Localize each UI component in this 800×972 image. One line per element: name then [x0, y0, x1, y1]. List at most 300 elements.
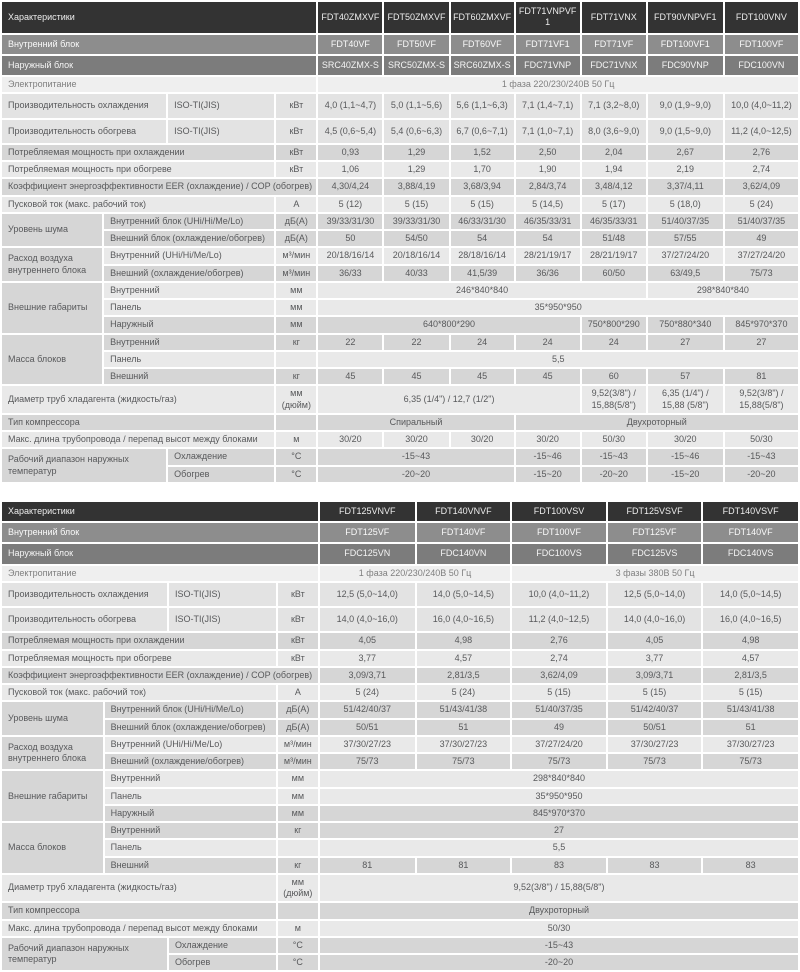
unit-celsius: °С	[276, 467, 316, 482]
row-power-input-heating	[2, 162, 798, 177]
row-dim-panel	[2, 789, 798, 804]
label-eer-cop: Коэффициент энергоэффективности EER (охлаждение) / COP (обогрев)	[2, 179, 316, 194]
label-mass-panel: Панель	[104, 352, 274, 367]
unit-mm-inch: мм (дюйм)	[278, 875, 318, 902]
row-mass-outdoor-value: 81	[320, 858, 415, 873]
row-dim-outdoor-value: 750*880*340	[648, 317, 723, 332]
row-dim-outdoor	[2, 806, 798, 821]
row-compressor-type	[2, 415, 798, 430]
row-airflow-outdoor-value: 60/50	[582, 266, 646, 281]
row-cooling-capacity-value: 12,5 (5,0~14,0)	[320, 583, 415, 606]
label-dim-outdoor: Наружный	[105, 806, 276, 821]
row-airflow-outdoor-value: 75/73	[703, 754, 798, 769]
row-heating-capacity-value: 8,0 (3,6~9,0)	[582, 120, 646, 143]
row-mass-outdoor-value: 81	[725, 369, 798, 384]
row-power-input-cooling-value: 4,05	[320, 633, 415, 648]
range-cooling-value: -15~43	[318, 449, 513, 464]
model-name: FDT140VNVF	[417, 502, 511, 521]
row-mass-indoor-value: 22	[318, 335, 382, 350]
range-cooling-value: -15~43	[320, 938, 798, 953]
row-mass-outdoor-value: 45	[384, 369, 448, 384]
unit-dba: дБ(А)	[278, 702, 318, 717]
label-operating-range: Рабочий диапазон наружных температур	[2, 938, 167, 971]
row-range-cooling-value: -15~46	[516, 449, 580, 464]
unit-m3min: м³/мин	[278, 737, 318, 752]
row-power-supply	[2, 566, 798, 581]
spec-table-2-container	[0, 500, 800, 972]
row-airflow-indoor	[2, 737, 798, 752]
row-eer-cop-value: 2,81/3,5	[703, 668, 798, 683]
mass-panel-value: 5,5	[318, 352, 798, 367]
label-airflow-outdoor: Внешний (охлаждение/обогрев)	[104, 266, 274, 281]
unit-dba: дБ(А)	[276, 214, 316, 229]
unit-kw: кВт	[278, 608, 318, 631]
indoor-unit-name: FDT100VF	[512, 523, 606, 542]
row-power-input-heating-value: 1,94	[582, 162, 646, 177]
row-range-cooling	[2, 938, 798, 953]
row-cooling-capacity	[2, 583, 798, 606]
row-noise-indoor-value: 46/35/33/31	[582, 214, 646, 229]
row-power-input-cooling-value: 2,67	[648, 145, 723, 160]
label-eer-cop: Коэффициент энергоэффективности EER (охлаждение) / COP (обогрев)	[2, 668, 318, 683]
row-noise-outdoor-value: 50/51	[608, 720, 702, 735]
label-dim-panel: Панель	[104, 300, 274, 315]
row-power-input-heating-value: 2,74	[725, 162, 798, 177]
row-max-pipe-length-value: 30/20	[384, 432, 448, 447]
unit-mm-inch: мм (дюйм)	[276, 386, 316, 413]
row-airflow-indoor-value: 37/30/27/23	[703, 737, 798, 752]
label-noise-outdoor: Внешний блок (охлаждение/обогрев)	[105, 720, 276, 735]
unit-ampere: А	[276, 197, 316, 212]
row-mass-outdoor-value: 60	[582, 369, 646, 384]
row-airflow-indoor-value: 37/27/24/20	[725, 248, 798, 263]
row-airflow-outdoor-value: 36/33	[318, 266, 382, 281]
label-mass-panel: Панель	[105, 840, 276, 855]
row-cooling-capacity-value: 4,0 (1,1~4,7)	[318, 94, 382, 117]
row-max-pipe-length-value: 30/20	[318, 432, 382, 447]
row-airflow-outdoor-value: 75/73	[725, 266, 798, 281]
row-noise-indoor-value: 51/42/40/37	[320, 702, 415, 717]
row-power-input-heating-value: 4,57	[703, 651, 798, 666]
model-name: FDT71VNPVF1	[516, 2, 580, 33]
row-mass-outdoor-value: 45	[318, 369, 382, 384]
unit-m3min: м³/мин	[276, 248, 316, 263]
row-power-input-heating-value: 1,06	[318, 162, 382, 177]
row-heating-capacity-value: 9,0 (1,5~9,0)	[648, 120, 723, 143]
unit-kw: кВт	[276, 94, 316, 117]
row-noise-indoor-value: 51/40/37/35	[648, 214, 723, 229]
row-range-heating-value: -20~20	[725, 467, 798, 482]
row-noise-indoor-value: 51/43/41/38	[417, 702, 511, 717]
label-mass-indoor: Внутренний	[105, 823, 276, 838]
unit-celsius: °С	[276, 449, 316, 464]
row-mass-outdoor-value: 83	[608, 858, 702, 873]
outdoor-unit-name: FDC140VN	[417, 544, 511, 563]
unit-kw: кВт	[278, 651, 318, 666]
dim-panel-value: 35*950*950	[320, 789, 798, 804]
row-starting-current-value: 5 (14,5)	[516, 197, 580, 212]
label-starting-current: Пусковой ток (макс. рабочий ток)	[2, 685, 276, 700]
outdoor-unit-name: FDC100VN	[725, 56, 798, 75]
row-airflow-outdoor	[2, 754, 798, 769]
row-range-cooling-value: -15~46	[648, 449, 723, 464]
row-noise-outdoor-value: 54	[516, 231, 580, 246]
header-outdoor	[2, 544, 798, 563]
row-noise-indoor-value: 46/33/31/30	[451, 214, 514, 229]
unit-mm: мм	[278, 771, 318, 786]
row-noise-outdoor-value: 50/51	[320, 720, 415, 735]
row-mass-indoor-value: 24	[516, 335, 580, 350]
row-noise-outdoor	[2, 231, 798, 246]
row-heating-capacity-value: 16,0 (4,0~16,5)	[703, 608, 798, 631]
row-heating-capacity-value: 11,2 (4,0~12,5)	[725, 120, 798, 143]
label-heating-capacity: Производительность обогрева	[2, 608, 167, 631]
row-eer-cop	[2, 668, 798, 683]
label-noise-indoor: Внутренний блок (UHi/Hi/Me/Lo)	[105, 702, 276, 717]
label-power-input-heating: Потребляемая мощность при обогреве	[2, 651, 276, 666]
label-dim-outdoor: Наружный	[104, 317, 274, 332]
row-power-input-heating-value: 3,77	[608, 651, 702, 666]
row-heating-capacity-value: 14,0 (4,0~16,0)	[608, 608, 702, 631]
row-cooling-capacity-value: 14,0 (5,0~14,5)	[703, 583, 798, 606]
outdoor-unit-name: SRC50ZMX-S	[384, 56, 448, 75]
label-noise-indoor: Внутренний блок (UHi/Hi/Me/Lo)	[104, 214, 274, 229]
row-eer-cop-value: 2,81/3,5	[417, 668, 511, 683]
header-characteristics: Характеристики	[2, 2, 316, 33]
row-cooling-capacity-value: 7,1 (1,4~7,1)	[516, 94, 580, 117]
row-mass-panel	[2, 840, 798, 855]
unit-kw: кВт	[278, 633, 318, 648]
unit-ampere: А	[278, 685, 318, 700]
row-starting-current-value: 5 (12)	[318, 197, 382, 212]
row-heating-capacity-value: 16,0 (4,0~16,5)	[417, 608, 511, 631]
label-airflow-outdoor: Внешний (охлаждение/обогрев)	[105, 754, 276, 769]
row-noise-outdoor-value: 54/50	[384, 231, 448, 246]
row-noise-outdoor-value: 49	[725, 231, 798, 246]
outdoor-unit-name: FDC90VNP	[648, 56, 723, 75]
label-pipe-diameter: Диаметр труб хладагента (жидкость/газ)	[2, 875, 276, 902]
row-max-pipe-length-value: 30/20	[451, 432, 514, 447]
label-heating-capacity: Производительность обогрева	[2, 120, 166, 143]
model-name: FDT60ZMXVF	[451, 2, 514, 33]
unit-mm: мм	[276, 283, 316, 298]
indoor-unit-name: FDT140VF	[417, 523, 511, 542]
model-name: FDT40ZMXVF	[318, 2, 382, 33]
label-compressor-type: Тип компрессора	[2, 415, 274, 430]
label-power-supply: Электропитание	[2, 566, 318, 581]
row-eer-cop-value: 3,68/3,94	[451, 179, 514, 194]
row-mass-panel	[2, 352, 798, 367]
row-pipe-diameter-value: 9,52(3/8") / 15,88(5/8")	[582, 386, 646, 413]
spec-table-1-container	[0, 0, 800, 484]
row-eer-cop-value: 3,88/4,19	[384, 179, 448, 194]
label-dimensions: Внешние габариты	[2, 283, 102, 333]
dim-indoor-value: 298*840*840	[320, 771, 798, 786]
header-indoor-unit: Внутренний блок	[2, 35, 316, 54]
label-max-pipe-length: Макс. длина трубопровода / перепад высот между блоками	[2, 921, 276, 936]
row-dim-outdoor-value: 750*800*290	[582, 317, 646, 332]
dim-panel-value: 35*950*950	[318, 300, 798, 315]
row-starting-current-value: 5 (24)	[725, 197, 798, 212]
row-power-input-heating-value: 4,57	[417, 651, 511, 666]
label-starting-current: Пусковой ток (макс. рабочий ток)	[2, 197, 274, 212]
row-noise-indoor-value: 51/40/37/35	[512, 702, 606, 717]
label-noise-level: Уровень шума	[2, 214, 102, 247]
row-starting-current-value: 5 (24)	[417, 685, 511, 700]
row-noise-indoor-value: 51/42/40/37	[608, 702, 702, 717]
unit-empty	[276, 415, 316, 430]
row-max-pipe-length	[2, 921, 798, 936]
row-heating-capacity-value: 7,1 (1,0~7,1)	[516, 120, 580, 143]
row-eer-cop-value: 3,62/4,09	[725, 179, 798, 194]
row-starting-current	[2, 685, 798, 700]
row-eer-cop-value: 2,84/3,74	[516, 179, 580, 194]
row-airflow-outdoor-value: 40/33	[384, 266, 448, 281]
row-mass-indoor-value: 27	[725, 335, 798, 350]
unit-mm: мм	[278, 789, 318, 804]
label-compressor-type: Тип компрессора	[2, 903, 276, 918]
row-heating-capacity-value: 6,7 (0,6~7,1)	[451, 120, 514, 143]
label-max-pipe-length: Макс. длина трубопровода / перепад высот между блоками	[2, 432, 274, 447]
row-airflow-outdoor-value: 75/73	[512, 754, 606, 769]
row-eer-cop-value: 3,62/4,09	[512, 668, 606, 683]
range-heating-value: -20~20	[318, 467, 513, 482]
row-mass-outdoor-value: 83	[512, 858, 606, 873]
outdoor-unit-name: FDC71VNX	[582, 56, 646, 75]
unit-dba: дБ(А)	[278, 720, 318, 735]
row-power-supply	[2, 77, 798, 92]
row-noise-indoor-value: 39/33/31/30	[318, 214, 382, 229]
row-power-input-cooling-value: 2,50	[516, 145, 580, 160]
indoor-unit-name: FDT140VF	[703, 523, 798, 542]
row-starting-current	[2, 197, 798, 212]
indoor-unit-name: FDT125VF	[320, 523, 415, 542]
row-power-input-heating-value: 3,77	[320, 651, 415, 666]
row-mass-outdoor	[2, 858, 798, 873]
model-name: FDT100VNV	[725, 2, 798, 33]
model-name: FDT140VSVF	[703, 502, 798, 521]
row-eer-cop-value: 3,48/4,12	[582, 179, 646, 194]
row-noise-indoor-value: 46/35/33/31	[516, 214, 580, 229]
label-dimensions: Внешние габариты	[2, 771, 103, 821]
row-noise-outdoor-value: 51	[417, 720, 511, 735]
row-power-input-heating-value: 1,70	[451, 162, 514, 177]
unit-empty	[276, 352, 316, 367]
range-heating-value: -20~20	[320, 955, 798, 970]
dim-outdoor-value: 640*800*290	[318, 317, 579, 332]
row-noise-outdoor-value: 50	[318, 231, 382, 246]
row-airflow-indoor-value: 20/18/16/14	[318, 248, 382, 263]
row-mass-indoor	[2, 823, 798, 838]
header-indoor	[2, 523, 798, 542]
row-airflow-indoor-value: 37/30/27/23	[320, 737, 415, 752]
row-eer-cop	[2, 179, 798, 194]
row-power-input-cooling-value: 4,98	[417, 633, 511, 648]
spec-table-upper	[0, 0, 800, 484]
model-name: FDT100VSV	[512, 502, 606, 521]
label-dim-panel: Панель	[105, 789, 276, 804]
row-heating-capacity-value: 5,4 (0,6~6,3)	[384, 120, 448, 143]
row-noise-indoor-value: 51/40/37/35	[725, 214, 798, 229]
label-dim-indoor: Внутренний	[105, 771, 276, 786]
row-airflow-indoor-value: 37/27/24/20	[648, 248, 723, 263]
row-power-input-cooling-value: 1,52	[451, 145, 514, 160]
label-mass-indoor: Внутренний	[104, 335, 274, 350]
outdoor-unit-name: FDC100VS	[512, 544, 606, 563]
label-cooling-capacity: Производительность охлаждения	[2, 583, 167, 606]
label-iso-standard: ISO-TI(JIS)	[168, 120, 274, 143]
label-mass-outdoor: Внешний	[104, 369, 274, 384]
row-max-pipe-length-value: 50/30	[582, 432, 646, 447]
outdoor-unit-name: FDC140VS	[703, 544, 798, 563]
row-heating-capacity-value: 14,0 (4,0~16,0)	[320, 608, 415, 631]
row-range-heating-value: -20~20	[582, 467, 646, 482]
label-cooling-capacity: Производительность охлаждения	[2, 94, 166, 117]
row-starting-current-value: 5 (18,0)	[648, 197, 723, 212]
label-airflow-indoor: Внутренний (UHi/Hi/Me/Lo)	[104, 248, 274, 263]
row-power-input-heating-value: 2,19	[648, 162, 723, 177]
row-starting-current-value: 5 (17)	[582, 197, 646, 212]
indoor-unit-name: FDT100VF	[725, 35, 798, 54]
row-airflow-outdoor-value: 75/73	[608, 754, 702, 769]
spec-table-lower	[0, 500, 800, 972]
indoor-unit-name: FDT60VF	[451, 35, 514, 54]
row-starting-current-value: 5 (15)	[451, 197, 514, 212]
unit-kg: кг	[276, 335, 316, 350]
dim-indoor-value: 246*840*840	[318, 283, 645, 298]
label-airflow: Расход воздуха внутреннего блока	[2, 248, 102, 281]
model-name: FDT50ZMXVF	[384, 2, 448, 33]
row-noise-outdoor-value: 49	[512, 720, 606, 735]
row-cooling-capacity-value: 9,0 (1,9~9,0)	[648, 94, 723, 117]
row-mass-outdoor-value: 81	[417, 858, 511, 873]
row-eer-cop-value: 4,30/4,24	[318, 179, 382, 194]
label-mass-outdoor: Внешний	[105, 858, 276, 873]
label-power-supply: Электропитание	[2, 77, 316, 92]
row-mass-indoor	[2, 335, 798, 350]
label-power-input-cooling: Потребляемая мощность при охлаждении	[2, 633, 276, 648]
row-noise-outdoor-value: 51	[703, 720, 798, 735]
model-name: FDT125VSVF	[608, 502, 702, 521]
unit-kw: кВт	[276, 145, 316, 160]
row-mass-indoor-value: 22	[384, 335, 448, 350]
row-heating-capacity	[2, 120, 798, 143]
row-airflow-indoor-value: 37/30/27/23	[608, 737, 702, 752]
row-airflow-outdoor-value: 41,5/39	[451, 266, 514, 281]
row-cooling-capacity-value: 7,1 (3,2~8,0)	[582, 94, 646, 117]
header-outdoor-unit: Наружный блок	[2, 544, 318, 563]
row-airflow-outdoor-value: 63/49,5	[648, 266, 723, 281]
indoor-unit-name: FDT100VF1	[648, 35, 723, 54]
unit-kg: кг	[276, 369, 316, 384]
row-starting-current-value: 5 (15)	[703, 685, 798, 700]
row-airflow-outdoor-value: 75/73	[320, 754, 415, 769]
model-name: FDT125VNVF	[320, 502, 415, 521]
header-outdoor-unit: Наружный блок	[2, 56, 316, 75]
row-eer-cop-value: 3,37/4,11	[648, 179, 723, 194]
row-dim-outdoor	[2, 317, 798, 332]
row-power-input-cooling-value: 1,29	[384, 145, 448, 160]
label-power-input-heating: Потребляемая мощность при обогреве	[2, 162, 274, 177]
label-airflow: Расход воздуха внутреннего блока	[2, 737, 103, 770]
row-pipe-diameter	[2, 386, 798, 413]
row-mass-outdoor-value: 57	[648, 369, 723, 384]
outdoor-unit-name: FDC125VS	[608, 544, 702, 563]
outdoor-unit-name: SRC40ZMX-S	[318, 56, 382, 75]
header-models	[2, 502, 798, 521]
row-power-input-cooling	[2, 145, 798, 160]
row-mass-outdoor-value: 45	[451, 369, 514, 384]
row-cooling-capacity-value: 12,5 (5,0~14,0)	[608, 583, 702, 606]
row-cooling-capacity-value: 5,6 (1,1~6,3)	[451, 94, 514, 117]
label-mass: Масса блоков	[2, 335, 102, 385]
unit-m: м	[276, 432, 316, 447]
indoor-unit-name: FDT71VF1	[516, 35, 580, 54]
label-airflow-indoor: Внутренний (UHi/Hi/Me/Lo)	[105, 737, 276, 752]
mass-panel-value: 5,5	[320, 840, 798, 855]
label-iso-standard: ISO-TI(JIS)	[169, 583, 276, 606]
row-cooling-capacity-value: 5,0 (1,1~5,6)	[384, 94, 448, 117]
label-noise-outdoor: Внешний блок (охлаждение/обогрев)	[104, 231, 274, 246]
outdoor-unit-name: FDC125VN	[320, 544, 415, 563]
unit-kw: кВт	[276, 162, 316, 177]
outdoor-unit-name: SRC60ZMX-S	[451, 56, 514, 75]
row-eer-cop-value: 3,09/3,71	[608, 668, 702, 683]
unit-mm: мм	[276, 317, 316, 332]
header-models	[2, 2, 798, 33]
indoor-unit-name: FDT50VF	[384, 35, 448, 54]
row-dim-indoor	[2, 283, 798, 298]
row-pipe-diameter-value: 6,35 (1/4") / 15,88 (5/8")	[648, 386, 723, 413]
row-power-input-heating-value: 1,90	[516, 162, 580, 177]
unit-kg: кг	[278, 858, 318, 873]
row-heating-capacity	[2, 608, 798, 631]
dim-indoor-value: 298*840*840	[648, 283, 798, 298]
pipe-diameter-value: 9,52(3/8") / 15,88(5/8")	[320, 875, 798, 902]
row-noise-indoor-value: 39/33/31/30	[384, 214, 448, 229]
row-power-input-cooling-value: 4,98	[703, 633, 798, 648]
power-supply-value: 3 фазы 380В 50 Гц	[512, 566, 798, 581]
unit-mm: мм	[278, 806, 318, 821]
label-iso-standard: ISO-TI(JIS)	[169, 608, 276, 631]
row-airflow-indoor	[2, 248, 798, 263]
label-dim-indoor: Внутренний	[104, 283, 274, 298]
row-power-input-heating	[2, 651, 798, 666]
row-airflow-indoor-value: 28/21/19/17	[582, 248, 646, 263]
row-range-cooling	[2, 449, 798, 464]
label-range-heating: Обогрев	[168, 467, 274, 482]
model-name: FDT90VNPVF1	[648, 2, 723, 33]
row-power-input-cooling	[2, 633, 798, 648]
header-characteristics: Характеристики	[2, 502, 318, 521]
row-max-pipe-length	[2, 432, 798, 447]
row-noise-outdoor-value: 51/48	[582, 231, 646, 246]
row-mass-outdoor-value: 83	[703, 858, 798, 873]
row-airflow-indoor-value: 20/18/16/14	[384, 248, 448, 263]
model-name: FDT71VNX	[582, 2, 646, 33]
unit-empty	[278, 903, 318, 918]
row-noise-indoor	[2, 702, 798, 717]
row-cooling-capacity-value: 14,0 (5,0~14,5)	[417, 583, 511, 606]
unit-m: м	[278, 921, 318, 936]
power-supply-value: 1 фаза 220/230/240В 50 Гц	[320, 566, 510, 581]
row-airflow-outdoor	[2, 266, 798, 281]
label-range-cooling: Охлаждение	[169, 938, 276, 953]
label-power-input-cooling: Потребляемая мощность при охлаждении	[2, 145, 274, 160]
row-power-input-heating-value: 2,74	[512, 651, 606, 666]
row-range-heating-value: -15~20	[648, 467, 723, 482]
unit-empty	[278, 840, 318, 855]
